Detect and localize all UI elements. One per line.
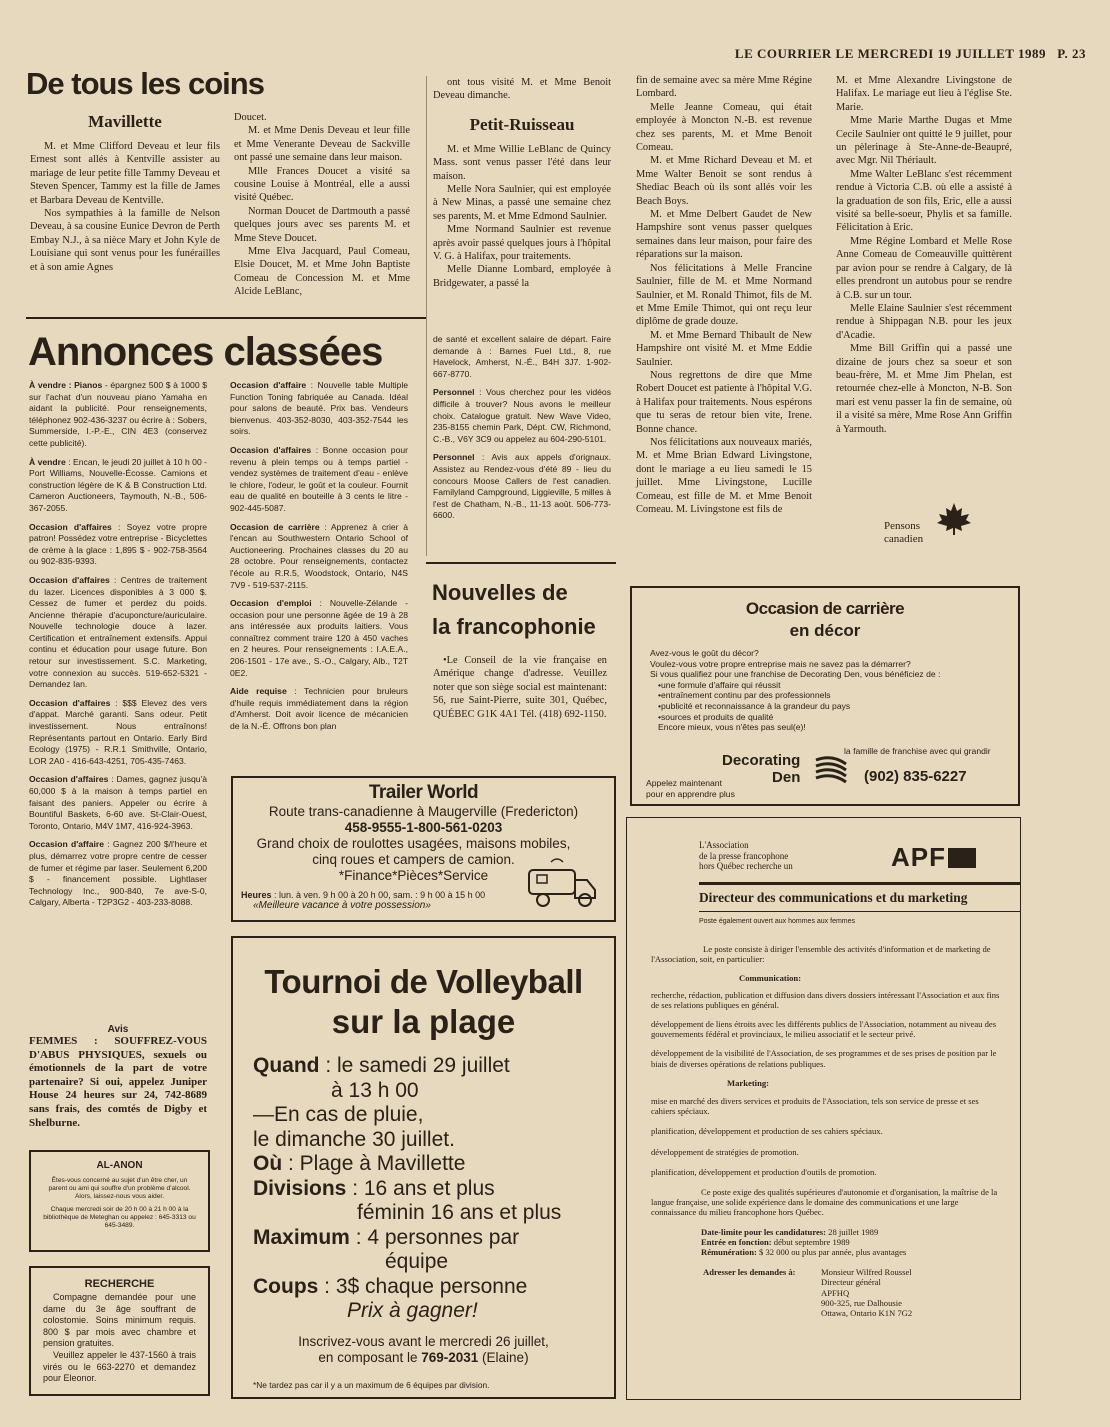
paragraph: Melle Jeanne Comeau, qui était employée à Moncton N.-B. est revenue chez ses parents, M. et Mme Benoit Comeau. xyxy=(636,101,812,154)
text-line: recherche, rédaction, publication et diffusion dans divers dossiers intéressant l'Association et aux fins de ses relations publiques en général. xyxy=(651,989,1000,1010)
text-line: mise en marché des divers services et produits de l'Association, tels son service de presse et ses cahiers spéciaux. xyxy=(651,1096,979,1117)
text-line: Si vous qualifiez pour une franchise de Decorating Den, vous bénéficiez de : xyxy=(650,669,941,680)
divider xyxy=(426,76,427,556)
classified-ad xyxy=(29,839,207,909)
apf-position-title: Directeur des communications et du marketing xyxy=(699,890,968,905)
classified-ad xyxy=(29,380,207,450)
paragraph: Mme Walter LeBlanc s'est récemment rendue à Victoria C.B. où elle a assisté à la graduation de son fils, Eric, elle a aussi visité sa belle-soeur, Phylis et sa famille. Félicitation à Eric. xyxy=(836,168,1012,234)
text-line: développement de liens étroits avec les différents publics de l'Association, notamment au niveau des gouvernements fédéral et provinciaux, le milieu associatif et le secteur privé. xyxy=(651,1019,997,1040)
text-line: développement de stratégies de promotion. xyxy=(651,1146,799,1157)
volleyball-ad: Tournoi de Volleyball sur la plage Quand : le samedi 29 juillet à 13 h 00 —En cas de pluie, le dimanche 30 juillet. Où : Plage à Mavillette Divisions : 16 ans et plus féminin 16 ans et plus Maximum : 4 personnes par équipe Coups : 3$ chaque personne Prix à gagner! Inscrivez-vous avant le mercredi 26 juillet, en composant le 769-2031 (Elaine) *Ne tardez pas car il y a un maximum de 6 équipes par division. xyxy=(231,936,616,1399)
classified-ad xyxy=(433,334,611,380)
section-title-annonces: Annonces classées xyxy=(28,330,383,374)
classified-text: : Avis aux appels d'orignaux. Assistez au Rendez-vous d'été 89 - lieu du concours Moose Callers de l'est canadien. Familyland Campground, Liggieville, 5 milles à l'est de Chatham, N.-B., 11-13 août. 506-773-6600. xyxy=(433,452,611,521)
classified-ad xyxy=(230,522,408,592)
divider xyxy=(699,911,1021,912)
pensons-canadien-logo: Pensons canadien xyxy=(884,520,923,546)
paragraph: Mlle Frances Doucet a visité sa cousine Louise à Montréal, elle a aussi visité Québec. xyxy=(234,165,410,204)
classified-text: - épargnez 500 $ à 1000 $ sur l'achat d'un nouveau piano Yamaha en aidant la publicité. Pour renseignements, téléphonez 902-436-3237 ou écrire à : Sobers, Summerside, I.-P.-E., CIN 4E3 (conservez cette publicité). xyxy=(29,380,207,448)
paragraph: Nos sympathies à la famille de Nelson Deveau, à sa cousine Eunice Devron de Perth Embay N.J., à sa nièce Mary et John Kyle de Louisiane qui sont venus pour les funérailles et à son amie Agnes xyxy=(30,208,220,273)
classified-ad xyxy=(29,575,207,691)
paragraph: M. et Mme Alexandre Livingstone de Halifax. Le mariage eut lieu à l'église Ste. Marie. xyxy=(836,75,1012,113)
paragraph: Mme Elva Jacquard, Paul Comeau, Elsie Doucet, M. et Mme John Baptiste Comeau de Concession M. et Mme Alcide LeBlanc, xyxy=(234,246,410,298)
text-line: Avez-vous le goût du décor? xyxy=(650,648,759,658)
text-line: 900-325, rue Dalhousie xyxy=(821,1297,902,1308)
classified-lead: Occasion de carrière xyxy=(230,521,320,532)
paragraph: M. et Mme Willie LeBlanc de Quincy Mass. sont venus passer l'été dans leur maison. xyxy=(433,143,611,182)
text-line: •une formule d'affaire qui réussit xyxy=(658,679,781,690)
paragraph: Norman Doucet de Dartmouth a passé quelques jours avec ses parents M. et Mme Steve Doucet. xyxy=(234,205,410,244)
classified-ad xyxy=(433,387,611,445)
text-line: Directeur général xyxy=(821,1277,881,1288)
classified-lead: Aide requise xyxy=(230,686,287,697)
classified-text: : Bonne occasion pour revenu à plein temps ou à temps partiel - vendez systèmes de traitement d'eau - enlève le chlore, l'odeur, le goût et la couleur. Fournit eau de qualité en bouteille à 3 cents le litre - 902-445-5087. xyxy=(230,444,408,513)
text-line: •publicité et reconnaissance à la grandeur du pays xyxy=(658,700,851,711)
classified-ad xyxy=(230,598,408,679)
camper-car-icon xyxy=(523,856,605,914)
decorating-den-logo: Decorating Den xyxy=(722,752,801,786)
text-line: planification, développement et production d'outils de promotion. xyxy=(651,1166,877,1177)
paragraph: Melle Elaine Saulnier s'est récemment rendue à Shippagan N.B. pour les jeux d'Acadie. xyxy=(836,302,1012,341)
coins-col-2 xyxy=(234,111,410,299)
classifieds-col-2 xyxy=(230,380,408,740)
paragraph: M. et Mme Bernard Thibault de New Hampshire ont visité M. et Mme Eddie Saulnier. xyxy=(636,329,812,368)
classified-text: : Centres de traitement du lazer. Licences disponibles à 3 000 $. Cessez de fumer et perdez du poids. Ancienne thérapie d'acuponcture/auriculaire. Nouvelle technologie douce à lazer. Certification et entraînement extensifs. Appui continu et éducation pour usage future. Bon retour sur investissement. S.C. Marketing, votre connexion au succès. 519-652-5321 - Demandez Ian. xyxy=(29,574,207,690)
classifieds-col-1 xyxy=(29,380,207,916)
coins-col-1 xyxy=(30,110,220,274)
divider xyxy=(26,317,426,319)
classified-text: : Vous cherchez pour les vidéos difficile à trouver? Nous avons le meilleur choix. Catalogue gratuit. New Wave Video, 235-8155 chemin Park, Dépt. CW, Richmond, C.-B., V6Y 3C9 ou appelez au 604-290-5101. xyxy=(433,387,611,444)
coins-col-3: ont tous visité M. et Mme Benoit Deveau dimanche. Petit-Ruisseau M. et Mme Willie LeBlanc de Quincy Mass. sont venus passer l'été dans leur maison. Melle Nora Saulnier, qui est employée à New Minas, a passé une semaine chez ses parents, M. et Mme Edmond Saulnier. Mme Normand Saulnier est revenue après avoir passé quelques jours à l'hôpital V. G. à Halifax, pour traitements. Melle Dianne Lombard, employée à Bridgewater, a passé la xyxy=(433,77,611,289)
al-anon-box: AL-ANON Êtes-vous concerné au sujet d'un être cher, un parent ou ami qui souffre d'un problème d'alcool. Alors, laissez-nous vous aider. Chaque mercredi soir de 20 h 00 à 21 h 00 à la bibliothèque de Meteghan ou appelez : 645-3313 ou 645-3489. xyxy=(29,1150,210,1252)
page-number: P. 23 xyxy=(1057,46,1086,61)
francophonie-text: •Le Conseil de la vie française en Amérique change d'adresse. Veuillez noter que son siège social est maintenant: 56, rue Saint-Pierre, suite 301, Québec, QUÉBEC G1K 4A1 Tél. (418) 692-1150. xyxy=(433,655,607,720)
text-line: Monsieur Wilfred Roussel xyxy=(821,1267,912,1278)
classified-text: : Nouvelle-Zélande - occasion pour une personne âgée de 19 à 28 ans intéressée aux produits laitiers. Vous connaîtrez comment traire 120 à 450 vaches en 2 heures. Pour renseignements : I.A.E.A., 206-1501 - 17e ave., S.-O., Calgary, Alb., T2T 0E2. xyxy=(230,598,408,678)
classified-ad xyxy=(29,457,207,515)
text-line: •entraînement continu par des professionnels xyxy=(658,690,831,701)
classified-ad xyxy=(29,698,207,768)
classified-ad xyxy=(433,452,611,522)
classified-text: : Apprenez à crier à l'encan au Southwestern Ontario School of Auctioneering. Prochaines classes du 20 au 28 octobre. Pour renseignements, contactez l'école au R.R.5, Woodstock, Ontario, N4S 7V9 - 519-537-2115. xyxy=(230,521,408,590)
classified-lead: Occasion d'affaire xyxy=(230,380,307,390)
classified-ad xyxy=(230,445,408,515)
classified-lead: Occasion d'affaires xyxy=(230,444,312,455)
apf-job-ad: L'Association de la presse francophone hors Québec recherche un APF Directeur des communications et du marketing Poste également ouvert aux hommes aux femmes Le poste consiste à diriger l'ensemble des activités d'information et de marketing de l'Association, soit, en particulier: Communication: recherche, rédaction, publication et diffusion dans divers dossiers intéressant l'Association et aux fins de ses relations publiques en général. développement de liens étroits avec les différents publics de l'Association, notamment au niveau des gouvernements fédéral et provinciaux, le milieu associatif et le secteur privé. développement de la visibilité de l'Association, de ses programmes et de ses prises de position par le biais de diverses opérations de relations publiques. Marketing: mise en marché des divers services et produits de l'Association, tels son service de presse et ses cahiers spéciaux. planification, développement et production de ses cahiers spéciaux. développement de stratégies de promotion. planification, développement et production d'outils de promotion. Ce poste exige des qualités supérieures d'autonomie et d'organisation, la maîtrise de la langue française, une solide expérience dans le domaine des communications et une large connaissance du milieu francophone hors Québec. Date-limite pour les candidatures: 28 juillet 1989 Entrée en fonction: début septembre 1989 Rémunération: $ 32 000 ou plus par année, plus avantages Adresser les demandes à: Monsieur Wilfred Roussel Directeur général APFHQ 900-325, rue Dalhousie Ottawa, Ontario K1N 7G2 xyxy=(626,817,1021,1400)
classified-text: : Soyez votre propre patron! Possédez votre entreprise - Bicyclettes de crème à la glace : 1,895 $ - 902-758-3564 ou 902-835-9393. xyxy=(29,521,207,567)
paragraph: Doucet. xyxy=(234,112,267,123)
maple-leaf-icon xyxy=(936,502,972,536)
paragraph: M. et Mme Delbert Gaudet de New Hampshire sont venus passer quelques semaines dans leur maison, pour faire des réparations sur la maison. xyxy=(636,209,812,261)
paragraph: Nos félicitations aux nouveaux mariés, M. et Mme Brian Edward Livingstone, dont le mariage a eu lieu samedi le 15 juillet. Mme Livingstone, Lucille Comeau, est fille de M. et Mme Benoit Comeau. M. Livingstone est fils de xyxy=(636,436,812,515)
classified-lead: Occasion d'affaires xyxy=(29,521,112,532)
classified-ad xyxy=(29,774,207,832)
paragraph: Mme Marie Marthe Dugas et Mme Cecile Saulnier ont quitté le 9 juillet, pour un pèlerinage à Ste-Anne-de-Beaupré, avec Mgr. Nil Thériault. xyxy=(836,115,1012,167)
paragraph: Mme Régine Lombard et Melle Rose Anne Comeau de Comeauville quittèrent par avion pour se rendre à Calgary, de là elles prendront un autobus pour se rendre à C.B. sur un tour. xyxy=(836,235,1012,301)
classifieds-col-3 xyxy=(433,334,611,529)
text-line: •sources et produits de qualité xyxy=(658,711,774,722)
classified-text: de santé et excellent salaire de départ. Faire demande à : Barnes Fuel Ltd., 8, rue Havelock, Amherst, N.-É., B4H 3J7. 1-902-667-8770. xyxy=(433,334,611,379)
paragraph: fin de semaine avec sa mère Mme Régine Lombard. xyxy=(636,75,812,100)
classified-lead: À vendre xyxy=(29,456,66,467)
text-line: développement de la visibilité de l'Association, de ses programmes et de ses prises de position par le biais de diverses opérations de relations publiques. xyxy=(651,1048,997,1069)
francophonie-title: Nouvelles de la francophonie xyxy=(432,580,596,639)
avis-notice: Avis FEMMES : SOUFFREZ-VOUS D'ABUS PHYSIQUES, sexuels ou émotionnels de la part de votre partenaire? Si oui, appelez Juniper House 24 heures sur 24, 742-8689 sans frais, des comtés de Digby et Shelburne. xyxy=(29,1024,207,1129)
classified-ad xyxy=(230,686,408,732)
den-logo-icon xyxy=(814,756,850,788)
trailer-world-ad: Trailer World Route trans-canadienne à Maugerville (Fredericton) 458-9555-1-800-561-0203 Grand choix de roulottes usagées, maisons mobiles, cinq roues et campers de camion. *Finance*Pièces*Service Heures : lun. à ven. 9 h 00 à 20 h 00, sam. : 9 h 00 à 15 h 00 «Meilleure vacance à votre possession» xyxy=(231,776,616,922)
paragraph: Nos félicitations à Melle Francine Saulnier, fille de M. et Mme Normand Saulnier, et M. Ronald Thimot, fils de M. et Mme Emile Thimot, qui ont reçu leur diplôme de grade douze. xyxy=(636,262,812,328)
classified-lead: Occasion d'affaires xyxy=(29,697,111,708)
paragraph: M. et Mme Richard Deveau et M. et Mme Walter Benoit se sont rendus à Shediac Beach où ils sont allés voir les Beach Boys. xyxy=(636,155,812,207)
classified-text: : $$$ Elevez des vers d'appat. Marché garanti. Sans odeur. Petit investissement. Nous entraînons! Représentants partout en Ontario. Early Bird Ecology (1975) - R.R.1 Smithville, Ontario, LOR 2A0 - 416-643-4251, 705-435-7463. xyxy=(29,697,207,766)
masthead: LE COURRIER LE MERCREDI 19 JUILLET 1989 P. 23 xyxy=(734,46,1086,61)
paragraph: M. et Mme Denis Deveau et leur fille et Mme Venerante Deveau de Sackville ont passé une semaine dans leur maison. xyxy=(234,125,410,164)
paragraph: Mme Normand Saulnier est revenue après avoir passé quelques jours à l'hôpital V. G. à Halifax, pour traitements. xyxy=(433,224,611,263)
classified-text: : Gagnez 200 $/l'heure et plus, démarrez votre propre centre de cesser de fumer et régime par laser. Seulement 6,200 $ - financement possible. Lightlaser Technology Inc., 900-840, 7e ave-S-0, Calgary, Alberta - T2P3G2 - 403-233-8088. xyxy=(29,839,207,908)
classified-text: : Technicien pour bruleurs d'huile requis immédiatement dans la région d'Amherst. Doit avoir licence de mécanicien de la N.-É. Offrons bon plan xyxy=(230,686,408,732)
text-line: Voulez-vous votre propre entreprise mais ne savez pas la démarrer? xyxy=(650,658,911,669)
subhead-mavillette: Mavillette xyxy=(88,112,162,131)
paragraph: Melle Nora Saulnier, qui est employée à New Minas, a passé une semaine chez ses parents, M. et Mme Edmond Saulnier. xyxy=(433,184,611,222)
classified-lead: Personnel xyxy=(433,387,475,398)
paragraph: Melle Dianne Lombard, employée à Bridgewater, a passé la xyxy=(433,264,611,289)
decorating-den-ad: Occasion de carrière en décor Avez-vous le goût du décor? Voulez-vous votre propre entreprise mais ne savez pas la démarrer? Si vous qualifiez pour une franchise de Decorating Den, vous bénéficiez de : •une formule d'affaire qui réussit •entraînement continu par des professionnels •publicité et reconnaissance à la grandeur du pays •sources et produits de qualité Encore mieux, vous n'êtes pas seul(e)! la famille de franchise avec qui grandir Decorating Den Appelez maintenant pour en apprendre plus (902) 835-6227 xyxy=(630,586,1020,806)
coins-col-5 xyxy=(836,74,1012,436)
coins-col-4 xyxy=(636,74,812,516)
paragraph: Mme Bill Griffin qui a passé une dizaine de jours chez sa soeur et son beau-frère, M. et Mme Jim Phelan, est retournée chez-elle à Moncton, N-B. Son mari est venu passer la fin de semaine, où il a visité sa mère, Mme Rose Ann Griffin à Yarmouth. xyxy=(836,343,1012,435)
classified-ad xyxy=(230,380,408,438)
text-line: APFHQ xyxy=(821,1287,850,1298)
decor-phone: (902) 835-6227 xyxy=(864,768,967,785)
classified-lead: À vendre : Pianos xyxy=(29,380,103,390)
paragraph: Nous regrettons de dire que Mme Robert Doucet est patiente à l'hôpital V.G. à Halifax pour traitements. Nous espérons que tu seras de retour bien vite, Irene. Bonne chance. xyxy=(636,369,812,435)
classified-text: : Encan, le jeudi 20 juillet à 10 h 00 - Port Williams, Nouvelle-Écosse. Camions et construction légère de K & B Construction Ltd. Cameron Auctioneers, Taymouth, N.-B., 506-367-2055. xyxy=(29,456,208,513)
recherche-box: RECHERCHE Compagne demandée pour une dame du 3e âge souffrant de colostomie. Soins minimum requis. 800 $ par mois avec chambre et pension gratuites. Veuillez appeler le 437-1560 à trais virés ou le 663-2270 et demandez pour Eleonor. xyxy=(29,1266,210,1396)
text-line: Ottawa, Ontario K1N 7G2 xyxy=(821,1308,913,1319)
divider xyxy=(699,882,1021,885)
section-title-coins: De tous les coins xyxy=(26,66,264,101)
apf-logo: APF xyxy=(891,842,976,873)
classified-ad xyxy=(29,522,207,568)
paragraph: M. et Mme Clifford Deveau et leur fils Ernest sont allés à Kentville assister au mariage de leur petite fille Tammy Deveau et Steven Spencer, Tammy est la fille de James et Barbara Deveau de Kentville. xyxy=(30,141,220,206)
divider xyxy=(426,562,616,564)
classified-lead: Personnel xyxy=(433,452,475,463)
classified-text: : Nouvelle table Multiple Function Toning fabriquée au Canada. Idéal pour salons de beauté. Prix bas. Vendeurs bienvenus. 403-352-8030, 403-352-7544 les soirs. xyxy=(230,380,409,437)
subhead-petit-ruisseau: Petit-Ruisseau xyxy=(469,114,575,134)
text-line: planification, développement et production de ses cahiers spéciaux. xyxy=(651,1126,883,1137)
classified-lead: Occasion d'affaires xyxy=(29,574,110,585)
classified-lead: Occasion d'affaire xyxy=(29,839,105,850)
classified-lead: Occasion d'emploi xyxy=(230,598,312,609)
classified-text: : Dames, gagnez jusqu'à 60,000 $ à la maison à temps partiel en faisant des paniers. Appeler ou écrire à Bountiful Baskets, 6-60 ave. St-Clair-Ouest, Toronto, Ontario, M4V 1M7, 416-924-3963. xyxy=(29,774,207,831)
classified-lead: Occasion d'affaires xyxy=(29,774,109,785)
